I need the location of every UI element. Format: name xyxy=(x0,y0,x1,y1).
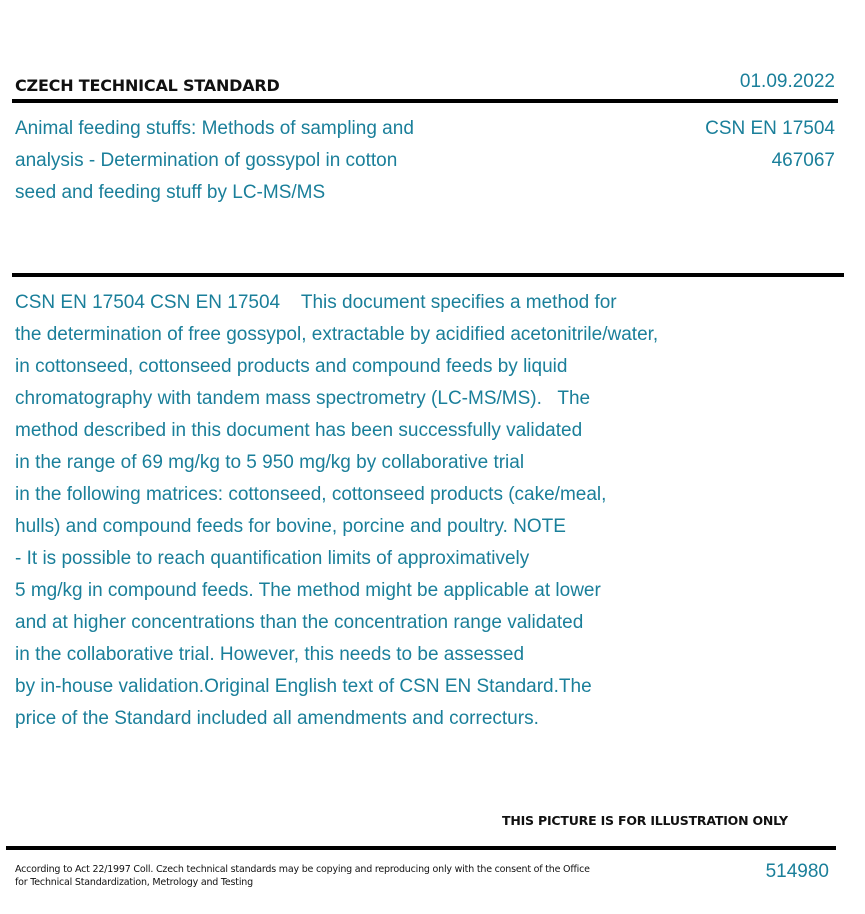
abstract-line: chromatography with tandem mass spectrometry (LC-MS/MS). The xyxy=(15,388,591,409)
abstract-line: - It is possible to reach quantification limits of approximatively xyxy=(15,548,530,569)
title-line: seed and feeding stuff by LC-MS/MS xyxy=(15,182,326,203)
footer-divider xyxy=(6,846,836,850)
standard-header-title: CZECH TECHNICAL STANDARD xyxy=(15,76,280,95)
abstract-line: in the collaborative trial. However, this needs to be assessed xyxy=(15,644,525,665)
legal-line: for Technical Standardization, Metrology and Testing xyxy=(15,877,253,888)
catalog-number: 467067 xyxy=(771,150,835,171)
legal-line: According to Act 22/1997 Coll. Czech technical standards may be copying and reproducing only with the consent of the Office xyxy=(15,864,590,875)
abstract-line: in the following matrices: cottonseed, cottonseed products (cake/meal, xyxy=(15,484,607,505)
abstract-line: in cottonseed, cottonseed products and compound feeds by liquid xyxy=(15,356,568,377)
header-divider xyxy=(12,99,838,103)
abstract-line: method described in this document has been successfully validated xyxy=(15,420,583,441)
abstract-line: the determination of free gossypol, extractable by acidified acetonitrile/water, xyxy=(15,324,659,345)
standard-code: CSN EN 17504 xyxy=(705,118,835,139)
section-divider xyxy=(12,273,844,277)
abstract-line: CSN EN 17504 CSN EN 17504 This document specifies a method for xyxy=(15,292,617,313)
abstract-text xyxy=(15,287,795,735)
document-title xyxy=(15,113,535,209)
footer-document-number: 514980 xyxy=(765,861,829,882)
publication-date: 01.09.2022 xyxy=(739,71,835,92)
abstract-line: price of the Standard included all amendments and correcturs. xyxy=(15,708,539,729)
abstract-line: 5 mg/kg in compound feeds. The method might be applicable at lower xyxy=(15,580,601,601)
legal-notice xyxy=(15,863,595,889)
abstract-line: by in-house validation.Original English text of CSN EN Standard.The xyxy=(15,676,592,697)
abstract-line: and at higher concentrations than the concentration range validated xyxy=(15,612,584,633)
document-codes xyxy=(705,113,835,177)
title-line: Animal feeding stuffs: Methods of sampling and xyxy=(15,118,414,139)
abstract-line: in the range of 69 mg/kg to 5 950 mg/kg by collaborative trial xyxy=(15,452,525,473)
title-line: analysis - Determination of gossypol in cotton xyxy=(15,150,398,171)
illustration-disclaimer: THIS PICTURE IS FOR ILLUSTRATION ONLY xyxy=(502,813,788,828)
abstract-line: hulls) and compound feeds for bovine, porcine and poultry. NOTE xyxy=(15,516,566,537)
